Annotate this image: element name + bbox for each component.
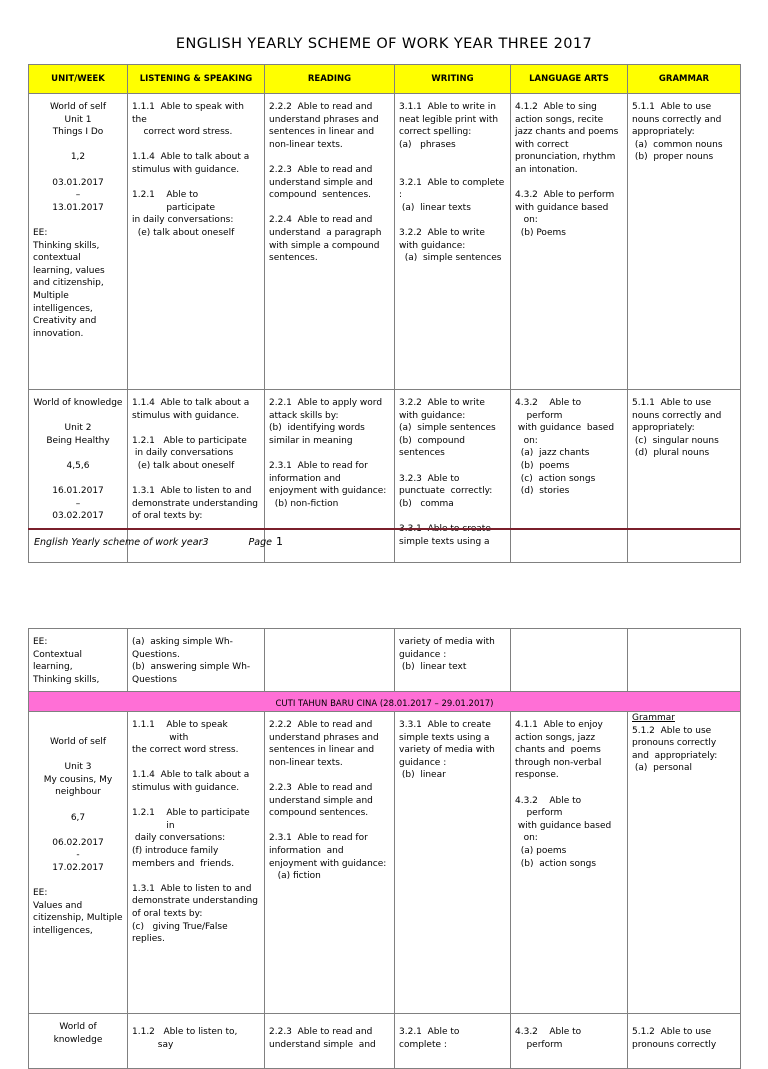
grammar-text: 5.1.2 Able to use pronouns correctly and appropriately: (a) personal [632,725,718,774]
reading-cell [265,390,395,563]
unit-date-to: 13.01.2017 [52,202,104,213]
footer-rule [28,528,740,530]
footer-page-label: Page [248,537,272,548]
unit-theme: World of self [49,102,107,112]
listening-cell [128,712,265,1014]
unit-date-to: 17.02.2017 [52,862,104,873]
unit-week-cell [29,1014,128,1069]
unit-weeks: 1,2 [70,152,86,163]
listening-text: (a) asking simple Wh-Questions. (b) answering simple Wh-Questions [132,637,251,685]
table-row [29,94,741,390]
scheme-table-page-1 [28,64,741,563]
unit-date-to: 03.02.2017 [52,511,104,522]
unit-date-dash: – [75,190,81,201]
header-unit-week: UNIT/WEEK [29,65,128,94]
ee-elements: Values and citizenship, Multiple intelligences, [33,900,123,936]
ee-elements: Thinking skills, contextual learning, values and citizenship, Multiple intelligences, Creativity and innovation. [33,240,105,339]
writing-cell [395,94,511,390]
unit-theme: World of knowledge [53,1022,103,1045]
header-writing: WRITING [395,65,511,94]
scheme-table-page-2 [28,628,741,1069]
document-title: ENGLISH YEARLY SCHEME OF WORK YEAR THREE 2017 [175,36,593,52]
footer-title: English Yearly scheme of work year3 [34,537,209,548]
footer-page-number: 1 [275,535,283,548]
writing-cell [395,1014,511,1069]
grammar-cell [628,629,741,692]
ee-elements: EE: Contextual learning, Thinking skills, [33,637,100,685]
header-reading: READING [265,65,395,94]
holiday-banner: CUTI TAHUN BARU CINA (28.01.2017 – 29.01.2017) [29,692,741,712]
listening-cell [128,629,265,692]
unit-number: Unit 1 [64,114,92,125]
reading-cell [265,1014,395,1069]
listening-text: 1.1.1 Able to speak with the correct word stress. 1.1.4 Able to talk about a stimulus with guidance. 1.2.1 Able to participate in daily conversations: (f) introduce family members and friends. 1.3.1 Able to listen to and demonstrate understanding of oral texts by: (c) giving True/False replies. [132,720,259,945]
unit-week-cell [29,712,128,1014]
unit-title: Things I Do [52,127,104,138]
language-arts-text: 4.1.2 Able to sing action songs, recite jazz chants and poems with correct pronunciation, rhythm an intonation. 4.3.2 Able to perform with guidance based on: (b) Poems [515,102,619,238]
grammar-text: 5.1.1 Able to use nouns correctly and appropriately: (c) singular nouns (d) plural nouns [632,398,722,459]
grammar-text: 5.1.2 Able to use pronouns correctly [632,1027,717,1050]
writing-cell [395,390,511,563]
listening-cell [128,1014,265,1069]
unit-number: Unit 2 [64,423,92,434]
reading-cell [265,629,395,692]
unit-date-from: 03.01.2017 [52,177,104,188]
grammar-cell [628,712,741,1014]
header-listening-speaking: LISTENING & SPEAKING [128,65,265,94]
language-arts-cell [511,94,628,390]
writing-text: variety of media with guidance : (b) linear text [399,637,495,673]
unit-theme: World of self [49,737,107,747]
table-row [29,712,741,1014]
reading-text: 2.2.2 Able to read and understand phrases and sentences in linear and non-linear texts. 2.2.3 Able to read and understand simple and compound sentences. 2.2.4 Able to read and understand a paragraph with simple a compound sentences. [269,102,382,264]
language-arts-cell [511,712,628,1014]
header-language-arts: LANGUAGE ARTS [511,65,628,94]
language-arts-cell [511,390,628,563]
writing-text: 3.1.1 Able to write in neat legible print with correct spelling: (a) phrases 3.2.1 Able to complete : (a) linear texts 3.2.2 Able to write with guidance: (a) simple sentences [399,102,505,264]
reading-text: 2.2.2 Able to read and understand phrases and sentences in linear and non-linear texts. 2.2.3 Able to read and understand simple and compound sentences. 2.3.1 Able to read for information and enjoyment with guidance: (a) fiction [269,720,387,882]
page-footer [34,535,283,548]
listening-text: 1.1.2 Able to listen to, say [132,1027,238,1050]
writing-cell [395,712,511,1014]
unit-week-cell [29,94,128,390]
grammar-cell [628,94,741,390]
language-arts-cell [511,1014,628,1069]
unit-title: Being Healthy [46,435,110,446]
reading-text: 2.2.1 Able to apply word attack skills by: (b) identifying words similar in meaning 2.3.1 Able to read for information and enjoyment with guidance: (b) non-fiction [269,398,387,509]
table-row [29,1014,741,1069]
reading-cell [265,94,395,390]
language-arts-text: 4.3.2 Able to perform with guidance based on: (a) jazz chants (b) poems (c) action songs (d) stories [515,398,615,497]
writing-text: 3.2.1 Able to complete : [399,1027,460,1050]
header-row [29,65,741,94]
reading-text: 2.2.3 Able to read and understand simple and [269,1027,376,1050]
unit-date-from: 06.02.2017 [52,837,104,848]
writing-text: 3.3.1 Able to create simple texts using a variety of media with guidance : (b) linear [399,720,495,781]
grammar-cell [628,1014,741,1069]
language-arts-text: 4.1.1 Able to enjoy action songs, jazz chants and poems through non-verbal response. 4.3.2 Able to perform with guidance based on: (a) poems (b) action songs [515,720,612,869]
unit-weeks: 4,5,6 [66,460,90,471]
ee-label: EE: [33,888,48,899]
holiday-row [29,692,741,712]
writing-text: 3.2.2 Able to write with guidance: (a) simple sentences (b) compound sentences 3.2.3 Able to punctuate correctly: (b) comma simple texts using a [399,398,496,547]
unit-date-from: 16.01.2017 [52,486,104,497]
language-arts-cell [511,629,628,692]
grammar-heading: Grammar [632,713,675,723]
header-grammar: GRAMMAR [628,65,741,94]
reading-cell [265,712,395,1014]
unit-date-dash: – [75,498,81,509]
unit-week-cell [29,629,128,692]
table-row [29,629,741,692]
language-arts-text: 4.3.2 Able to perform [515,1027,582,1050]
grammar-cell [628,390,741,563]
unit-theme: World of knowledge [33,398,123,408]
writing-cell [395,629,511,692]
listening-cell [128,94,265,390]
unit-title: My cousins, My neighbour [43,774,116,798]
listening-text: 1.1.4 Able to talk about a stimulus with guidance. 1.2.1 Able to participate in daily conversations (e) talk about oneself 1.3.1 Able to listen to and demonstrate understanding of oral texts by: [132,398,259,522]
unit-number: Unit 3 [64,762,92,773]
unit-date-dash: - [76,850,80,861]
listening-text: 1.1.1 Able to speak with the correct word stress. 1.1.4 Able to talk about a stimulus with guidance. 1.2.1 Able to participate in daily conversations: (e) talk about oneself [132,102,250,238]
grammar-text: 5.1.1 Able to use nouns correctly and appropriately: (a) common nouns (b) proper nouns [632,102,723,163]
unit-weeks: 6,7 [70,812,86,823]
ee-label: EE: [33,227,48,238]
